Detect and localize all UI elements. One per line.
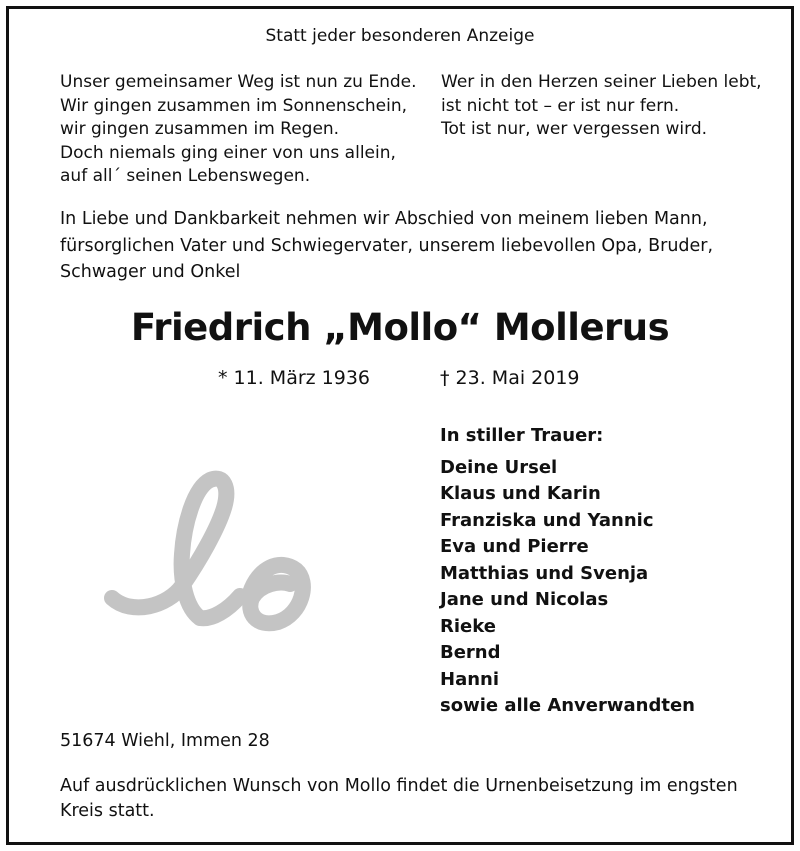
poem-line: auf all´ seinen Lebenswegen. <box>60 166 311 186</box>
poem-line: Tot ist nur, wer vergessen wird. <box>441 119 708 139</box>
poem-line: Unser gemeinsamer Weg ist nun zu Ende. <box>60 72 417 92</box>
mourner-item: Franziska und Yannic <box>440 509 654 531</box>
mourner-item: Matthias und Svenja <box>440 562 649 584</box>
death-date: † 23. Mai 2019 <box>440 367 580 389</box>
poem-line: Doch niemals ging einer von uns allein, <box>60 142 396 163</box>
footer-note: Auf ausdrücklichen Wunsch von Mollo findet die Urnenbeisetzung im engsten Kreis statt. <box>60 776 738 821</box>
poem-right <box>441 71 762 142</box>
birth-date: * 11. März 1936 <box>218 367 371 389</box>
mourner-item: Klaus und Karin <box>440 483 601 504</box>
mourner-item: Jane und Nicolas <box>440 589 609 610</box>
intro-text: In Liebe und Dankbarkeit nehmen wir Abschied von meinem lieben Mann, fürsorglichen Vater und Schwiegervater, unserem liebevollen Opa, Bruder, Schwager und Onkel <box>60 209 714 282</box>
poem-line: wir gingen zusammen im Regen. <box>60 119 340 139</box>
deceased-name: Friedrich „Mollo“ Mollerus <box>130 306 670 349</box>
mourners-block <box>440 423 695 720</box>
mourners-title: In stiller Trauer: <box>440 425 604 446</box>
monogram-icon <box>100 468 330 648</box>
poem-left <box>60 71 417 189</box>
notice-header: Statt jeder besonderen Anzeige <box>265 26 535 46</box>
mourner-item: Eva und Pierre <box>440 536 589 557</box>
address: 51674 Wiehl, Immen 28 <box>60 731 270 751</box>
poem-line: Wir gingen zusammen im Sonnenschein, <box>60 95 407 116</box>
mourner-item: Bernd <box>440 642 501 663</box>
mourner-item: Deine Ursel <box>440 456 558 478</box>
poem-line: Wer in den Herzen seiner Lieben lebt, <box>441 72 762 92</box>
mourner-item: Hanni <box>440 668 500 690</box>
mourner-item: sowie alle Anverwandten <box>440 695 695 716</box>
mourner-item: Rieke <box>440 615 496 637</box>
poem-line: ist nicht tot – er ist nur fern. <box>441 95 680 116</box>
